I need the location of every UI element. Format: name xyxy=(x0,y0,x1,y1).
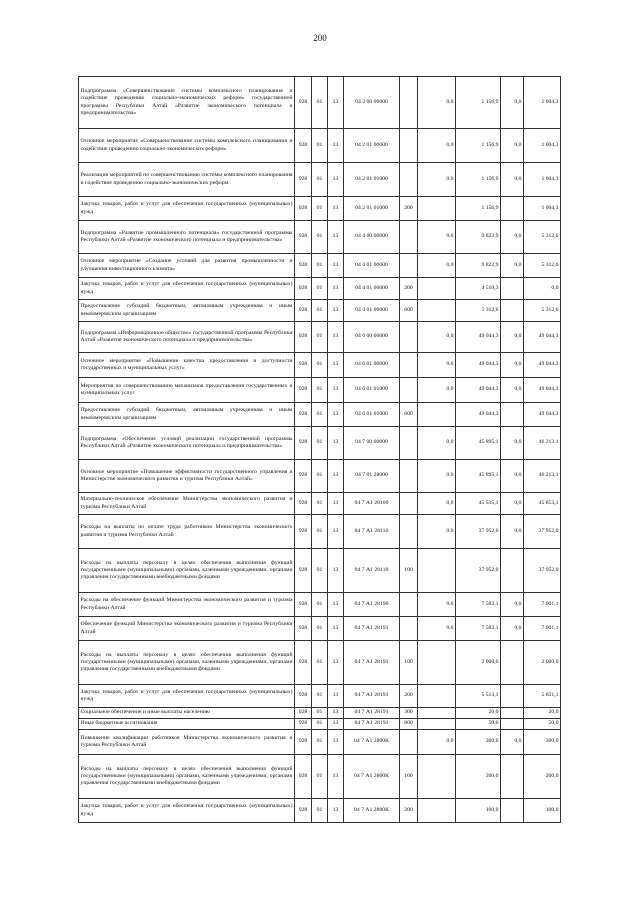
row-expense-type xyxy=(400,427,418,460)
row-value-3 xyxy=(501,300,524,322)
row-value-2: 4 510,3 xyxy=(456,278,501,300)
row-section-code: 01 xyxy=(312,549,328,593)
table-row xyxy=(79,353,561,378)
row-ministry-code: 928 xyxy=(295,708,312,719)
row-value-2: 1 156,9 xyxy=(456,197,501,221)
row-value-4: 37 952,0 xyxy=(524,515,561,549)
row-name: Расходы на выплаты персоналу в целях обеспечения выполнения функций государственными (муниципальными) органами, казенными учреждениями, органами управления государственными внебюджетными фондами xyxy=(79,549,295,593)
row-section-code: 01 xyxy=(312,353,328,378)
row-section-code: 01 xyxy=(312,719,328,730)
row-value-3: 0,0 xyxy=(501,460,524,493)
row-section-code: 01 xyxy=(312,427,328,460)
row-target-article: 04 7 А1 2800К xyxy=(344,799,400,823)
table-row xyxy=(79,221,561,254)
row-value-2: 9 822,9 xyxy=(456,221,501,254)
table-row xyxy=(79,755,561,799)
table-row xyxy=(79,593,561,617)
row-ministry-code: 928 xyxy=(295,254,312,278)
row-value-3: 0,0 xyxy=(501,77,524,129)
row-target-article: 04 6 01 01000 xyxy=(344,403,400,427)
row-value-1 xyxy=(418,300,456,322)
row-target-article: 04 2 00 00000 xyxy=(344,77,400,129)
row-name: Социальное обеспечение и иные выплаты населению xyxy=(79,708,295,719)
row-value-1 xyxy=(418,549,456,593)
row-ministry-code: 928 xyxy=(295,460,312,493)
row-section-code: 01 xyxy=(312,685,328,708)
row-value-4: 7 901,1 xyxy=(524,617,561,641)
row-value-4: 49 044,3 xyxy=(524,403,561,427)
row-value-1: 0,0 xyxy=(418,593,456,617)
table-row xyxy=(79,685,561,708)
row-ministry-code: 928 xyxy=(295,719,312,730)
row-subsection-code: 13 xyxy=(328,493,344,515)
row-subsection-code: 13 xyxy=(328,378,344,403)
row-value-4: 5 312,6 xyxy=(524,300,561,322)
row-value-4: 46 213,1 xyxy=(524,460,561,493)
row-value-3 xyxy=(501,799,524,823)
row-subsection-code: 13 xyxy=(328,799,344,823)
row-subsection-code: 13 xyxy=(328,617,344,641)
row-expense-type xyxy=(400,378,418,403)
row-expense-type xyxy=(400,322,418,353)
row-name: Основное мероприятие «Создание условий для развития промышленности и улучшения инвестиционного климата» xyxy=(79,254,295,278)
row-ministry-code: 928 xyxy=(295,549,312,593)
row-value-1: 0,0 xyxy=(418,460,456,493)
row-value-4: 49 044,3 xyxy=(524,353,561,378)
row-value-1: 0,0 xyxy=(418,515,456,549)
row-subsection-code: 13 xyxy=(328,163,344,197)
table-row xyxy=(79,799,561,823)
row-target-article: 04 7 01 28000 xyxy=(344,460,400,493)
row-subsection-code: 13 xyxy=(328,129,344,163)
row-value-4: 20,0 xyxy=(524,708,561,719)
row-expense-type: 600 xyxy=(400,300,418,322)
row-name: Обеспечение функций Министерства экономического развития и туризма Республики Алтай xyxy=(79,617,295,641)
row-subsection-code: 13 xyxy=(328,685,344,708)
row-target-article: 04 7 А1 28191 xyxy=(344,617,400,641)
row-name: Расходы на выплаты персоналу в целях обеспечения выполнения функций государственными (муниципальными) органами, казенными учреждениями, органами управления государственными внебюджетными фондами xyxy=(79,755,295,799)
row-section-code: 01 xyxy=(312,378,328,403)
row-value-4: 0,0 xyxy=(524,278,561,300)
row-value-4: 46 213,1 xyxy=(524,427,561,460)
row-value-2: 7 583,1 xyxy=(456,593,501,617)
row-subsection-code: 13 xyxy=(328,353,344,378)
row-expense-type: 200 xyxy=(400,685,418,708)
row-value-2: 5 513,1 xyxy=(456,685,501,708)
row-ministry-code: 928 xyxy=(295,730,312,755)
row-value-4: 7 901,1 xyxy=(524,593,561,617)
row-section-code: 01 xyxy=(312,163,328,197)
row-expense-type: 200 xyxy=(400,799,418,823)
row-value-2: 200,0 xyxy=(456,755,501,799)
row-expense-type xyxy=(400,77,418,129)
row-value-4: 1 004,3 xyxy=(524,77,561,129)
row-value-3: 0,0 xyxy=(501,617,524,641)
row-name: Предоставление субсидий бюджетным, автономным учреждениям и иным некоммерческим организациям xyxy=(79,300,295,322)
row-value-1 xyxy=(418,278,456,300)
row-expense-type: 100 xyxy=(400,641,418,685)
table-row xyxy=(79,719,561,730)
row-value-3: 0,0 xyxy=(501,221,524,254)
row-value-3: 0,0 xyxy=(501,515,524,549)
row-value-3 xyxy=(501,755,524,799)
row-name: Расходы на выплаты по оплате труда работников Министерства экономического развития и туризма Республики Алтай xyxy=(79,515,295,549)
row-ministry-code: 928 xyxy=(295,685,312,708)
table-row xyxy=(79,278,561,300)
row-name: Закупка товаров, работ и услуг для обеспечения государственных (муниципальных) нужд xyxy=(79,685,295,708)
row-value-1 xyxy=(418,685,456,708)
row-value-3 xyxy=(501,708,524,719)
row-value-1 xyxy=(418,799,456,823)
row-expense-type xyxy=(400,593,418,617)
row-value-1: 0,0 xyxy=(418,322,456,353)
row-value-1: 0,0 xyxy=(418,163,456,197)
row-name: Подпрограмма «Развитие промышленного потенциала» государственной программы Республики Алтай «Развитие экономического потенциала и предпринимательства» xyxy=(79,221,295,254)
row-value-2: 37 952,0 xyxy=(456,549,501,593)
row-value-2: 45 535,1 xyxy=(456,493,501,515)
row-value-1: 0,0 xyxy=(418,353,456,378)
row-value-2: 2 000,0 xyxy=(456,641,501,685)
row-value-4: 37 952,0 xyxy=(524,549,561,593)
row-section-code: 01 xyxy=(312,77,328,129)
row-section-code: 01 xyxy=(312,278,328,300)
row-ministry-code: 928 xyxy=(295,163,312,197)
row-section-code: 01 xyxy=(312,515,328,549)
row-name: Основное мероприятие «Повышение эффективности государственного управления в Министерстве экономического развития и туризма Республики Алтай» xyxy=(79,460,295,493)
row-value-1 xyxy=(418,641,456,685)
row-value-3 xyxy=(501,719,524,730)
row-value-2: 45 895,1 xyxy=(456,427,501,460)
row-name: Закупка товаров, работ и услуг для обеспечения государственных (муниципальных) нужд xyxy=(79,197,295,221)
row-value-1 xyxy=(418,755,456,799)
row-ministry-code: 928 xyxy=(295,300,312,322)
row-target-article: 04 4 01 00000 xyxy=(344,278,400,300)
row-target-article: 04 7 А1 28191 xyxy=(344,641,400,685)
row-value-4: 300,0 xyxy=(524,730,561,755)
table-row xyxy=(79,254,561,278)
row-subsection-code: 13 xyxy=(328,593,344,617)
table-row xyxy=(79,129,561,163)
row-value-4: 1 004,3 xyxy=(524,163,561,197)
row-name: Реализация мероприятий по совершенствованию системы комплексного планирования и содействие проведению социально-экономических реформ xyxy=(79,163,295,197)
row-value-1 xyxy=(418,197,456,221)
row-value-3 xyxy=(501,549,524,593)
row-subsection-code: 13 xyxy=(328,322,344,353)
row-expense-type: 200 xyxy=(400,278,418,300)
row-value-2: 7 583,1 xyxy=(456,617,501,641)
row-subsection-code: 13 xyxy=(328,221,344,254)
row-ministry-code: 928 xyxy=(295,617,312,641)
row-target-article: 04 6 01 01000 xyxy=(344,378,400,403)
row-value-2: 5 312,6 xyxy=(456,300,501,322)
row-value-2: 50,0 xyxy=(456,719,501,730)
row-value-1: 0,0 xyxy=(418,730,456,755)
row-ministry-code: 928 xyxy=(295,197,312,221)
row-value-4: 100,0 xyxy=(524,799,561,823)
row-expense-type xyxy=(400,254,418,278)
row-target-article: 04 7 00 00000 xyxy=(344,427,400,460)
row-expense-type xyxy=(400,493,418,515)
row-section-code: 01 xyxy=(312,730,328,755)
table-row xyxy=(79,708,561,719)
row-section-code: 01 xyxy=(312,460,328,493)
row-value-2: 45 895,1 xyxy=(456,460,501,493)
row-section-code: 01 xyxy=(312,322,328,353)
row-target-article: 04 6 01 00000 xyxy=(344,353,400,378)
row-name: Основное мероприятие «Повышение качества предоставления и доступности государственных и муниципальных услуг» xyxy=(79,353,295,378)
row-section-code: 01 xyxy=(312,593,328,617)
row-ministry-code: 928 xyxy=(295,221,312,254)
row-value-3: 0,0 xyxy=(501,322,524,353)
row-value-1: 0,0 xyxy=(418,617,456,641)
table-row xyxy=(79,403,561,427)
table-row xyxy=(79,549,561,593)
row-value-4: 5 831,1 xyxy=(524,685,561,708)
row-value-4: 49 044,3 xyxy=(524,378,561,403)
row-name: Предоставление субсидий бюджетным, автономным учреждениям и иным некоммерческим организациям xyxy=(79,403,295,427)
table-row xyxy=(79,460,561,493)
row-section-code: 01 xyxy=(312,493,328,515)
row-value-3 xyxy=(501,278,524,300)
row-value-4: 49 044,3 xyxy=(524,322,561,353)
row-value-3 xyxy=(501,685,524,708)
row-value-2: 9 822,9 xyxy=(456,254,501,278)
row-ministry-code: 928 xyxy=(295,77,312,129)
row-ministry-code: 928 xyxy=(295,799,312,823)
row-value-2: 49 044,3 xyxy=(456,403,501,427)
row-subsection-code: 13 xyxy=(328,755,344,799)
table-row xyxy=(79,730,561,755)
row-value-1: 0,0 xyxy=(418,378,456,403)
row-target-article: 04 7 А1 28190 xyxy=(344,593,400,617)
row-target-article: 04 6 00 00000 xyxy=(344,322,400,353)
row-section-code: 01 xyxy=(312,708,328,719)
row-expense-type xyxy=(400,730,418,755)
row-value-1: 0,0 xyxy=(418,129,456,163)
row-ministry-code: 928 xyxy=(295,755,312,799)
row-target-article: 04 7 А1 28110 xyxy=(344,515,400,549)
row-value-3: 0,0 xyxy=(501,730,524,755)
row-target-article: 04 7 А1 28191 xyxy=(344,708,400,719)
row-value-2: 20,0 xyxy=(456,708,501,719)
row-subsection-code: 13 xyxy=(328,708,344,719)
row-ministry-code: 928 xyxy=(295,129,312,163)
row-expense-type: 100 xyxy=(400,549,418,593)
row-expense-type: 200 xyxy=(400,197,418,221)
row-target-article: 04 4 01 00000 xyxy=(344,254,400,278)
row-name: Расходы на выплаты персоналу в целях обеспечения выполнения функций государственными (муниципальными) органами, казенными учреждениями, органами управления государственными внебюджетными фондами xyxy=(79,641,295,685)
row-name: Закупка товаров, работ и услуг для обеспечения государственных (муниципальных) нужд xyxy=(79,278,295,300)
row-name: Мероприятия по совершенствованию механизмов предоставления государственных и муниципальных услуг xyxy=(79,378,295,403)
row-section-code: 01 xyxy=(312,403,328,427)
row-expense-type: 300 xyxy=(400,708,418,719)
row-value-2: 100,0 xyxy=(456,799,501,823)
row-ministry-code: 928 xyxy=(295,515,312,549)
row-value-4: 1 004,3 xyxy=(524,129,561,163)
row-value-2: 300,0 xyxy=(456,730,501,755)
row-section-code: 01 xyxy=(312,617,328,641)
row-value-4: 2 000,0 xyxy=(524,641,561,685)
table-row xyxy=(79,641,561,685)
row-ministry-code: 928 xyxy=(295,403,312,427)
row-value-2: 49 044,3 xyxy=(456,322,501,353)
row-subsection-code: 13 xyxy=(328,254,344,278)
row-subsection-code: 13 xyxy=(328,719,344,730)
row-target-article: 04 2 01 01000 xyxy=(344,197,400,221)
row-ministry-code: 928 xyxy=(295,378,312,403)
row-value-2: 1 156,9 xyxy=(456,77,501,129)
row-expense-type xyxy=(400,515,418,549)
table-row xyxy=(79,617,561,641)
row-expense-type: 600 xyxy=(400,403,418,427)
budget-table xyxy=(78,76,561,823)
row-value-3: 0,0 xyxy=(501,129,524,163)
row-section-code: 01 xyxy=(312,221,328,254)
row-section-code: 01 xyxy=(312,799,328,823)
row-value-1: 0,0 xyxy=(418,493,456,515)
row-value-1: 0,0 xyxy=(418,77,456,129)
row-subsection-code: 13 xyxy=(328,549,344,593)
row-value-1: 0,0 xyxy=(418,221,456,254)
page-number: 200 xyxy=(313,33,327,43)
row-expense-type xyxy=(400,129,418,163)
row-name: Материально-техническое обеспечение Министерства экономического развития и туризма Республики Алтай xyxy=(79,493,295,515)
row-value-4: 5 312,6 xyxy=(524,221,561,254)
budget-table-body xyxy=(79,77,561,823)
row-value-1: 0,0 xyxy=(418,254,456,278)
row-value-2: 1 156,9 xyxy=(456,129,501,163)
row-subsection-code: 13 xyxy=(328,427,344,460)
row-target-article: 04 7 А1 28110 xyxy=(344,549,400,593)
row-subsection-code: 13 xyxy=(328,300,344,322)
row-target-article: 04 7 А1 2800К xyxy=(344,755,400,799)
row-value-4: 200,0 xyxy=(524,755,561,799)
row-subsection-code: 13 xyxy=(328,460,344,493)
row-section-code: 01 xyxy=(312,755,328,799)
row-expense-type: 100 xyxy=(400,755,418,799)
row-ministry-code: 928 xyxy=(295,641,312,685)
row-value-4: 50,0 xyxy=(524,719,561,730)
row-target-article: 04 7 А1 28100 xyxy=(344,493,400,515)
row-subsection-code: 13 xyxy=(328,403,344,427)
row-value-1 xyxy=(418,708,456,719)
row-value-1 xyxy=(418,719,456,730)
row-expense-type xyxy=(400,617,418,641)
row-value-2: 37 952,0 xyxy=(456,515,501,549)
row-name: Подпрограмма «Информационное общество» государственной программы Республики Алтай «Развитие экономического потенциала и предпринимательства» xyxy=(79,322,295,353)
row-value-2: 1 156,9 xyxy=(456,163,501,197)
row-target-article: 04 2 01 00000 xyxy=(344,129,400,163)
row-value-3: 0,0 xyxy=(501,353,524,378)
row-value-2: 49 044,3 xyxy=(456,378,501,403)
row-name: Расходы на обеспечение функций Министерства экономического развития и туризма Республики Алтай xyxy=(79,593,295,617)
row-subsection-code: 13 xyxy=(328,641,344,685)
row-name: Закупка товаров, работ и услуг для обеспечения государственных (муниципальных) нужд xyxy=(79,799,295,823)
row-value-4: 5 312,6 xyxy=(524,254,561,278)
table-row xyxy=(79,163,561,197)
row-value-3: 0,0 xyxy=(501,254,524,278)
row-value-3: 0,0 xyxy=(501,427,524,460)
table-row xyxy=(79,197,561,221)
row-name: Подпрограмма «Обеспечение условий реализации государственной программы Республики Алтай «Развитие экономического потенциала и предпринимательства» xyxy=(79,427,295,460)
row-subsection-code: 13 xyxy=(328,197,344,221)
row-section-code: 01 xyxy=(312,129,328,163)
row-expense-type xyxy=(400,221,418,254)
row-target-article: 04 7 А1 2800К xyxy=(344,730,400,755)
row-ministry-code: 928 xyxy=(295,353,312,378)
row-expense-type xyxy=(400,353,418,378)
row-ministry-code: 928 xyxy=(295,593,312,617)
table-row xyxy=(79,77,561,129)
row-ministry-code: 928 xyxy=(295,427,312,460)
row-name: Подпрограмма «Совершенствование системы комплексного планирования и содействие проведению социально-экономических реформ» государственной программы Республики Алтай «Развитие экономического потенциала и предпринимательства» xyxy=(79,77,295,129)
table-row xyxy=(79,300,561,322)
row-target-article: 04 4 00 00000 xyxy=(344,221,400,254)
row-value-4: 1 004,3 xyxy=(524,197,561,221)
row-value-2: 49 044,3 xyxy=(456,353,501,378)
row-value-4: 45 853,1 xyxy=(524,493,561,515)
row-name: Иные бюджетные ассигнования xyxy=(79,719,295,730)
row-value-1: 0,0 xyxy=(418,427,456,460)
row-section-code: 01 xyxy=(312,300,328,322)
row-value-3: 0,0 xyxy=(501,378,524,403)
table-row xyxy=(79,493,561,515)
row-value-3: 0,0 xyxy=(501,593,524,617)
table-row xyxy=(79,322,561,353)
row-section-code: 01 xyxy=(312,254,328,278)
row-target-article: 04 7 А1 28191 xyxy=(344,685,400,708)
row-ministry-code: 928 xyxy=(295,322,312,353)
row-value-1 xyxy=(418,403,456,427)
table-row xyxy=(79,427,561,460)
row-value-3: 0,0 xyxy=(501,493,524,515)
row-section-code: 01 xyxy=(312,641,328,685)
row-target-article: 04 2 01 01000 xyxy=(344,163,400,197)
row-ministry-code: 928 xyxy=(295,278,312,300)
row-name: Основное мероприятие «Совершенствование системы комплексного планирования и содействие проведению социально-экономических реформ» xyxy=(79,129,295,163)
row-value-3 xyxy=(501,641,524,685)
row-subsection-code: 13 xyxy=(328,278,344,300)
row-target-article: 04 7 А1 28191 xyxy=(344,719,400,730)
row-value-3 xyxy=(501,403,524,427)
row-value-3: 0,0 xyxy=(501,163,524,197)
row-subsection-code: 13 xyxy=(328,515,344,549)
row-expense-type: 800 xyxy=(400,719,418,730)
row-value-3 xyxy=(501,197,524,221)
row-expense-type xyxy=(400,163,418,197)
row-expense-type xyxy=(400,460,418,493)
table-row xyxy=(79,378,561,403)
row-subsection-code: 13 xyxy=(328,77,344,129)
row-section-code: 01 xyxy=(312,197,328,221)
row-subsection-code: 13 xyxy=(328,730,344,755)
row-name: Повышение квалификации работников Министерства экономического развития и туризма Республики Алтай xyxy=(79,730,295,755)
row-target-article: 04 4 01 00000 xyxy=(344,300,400,322)
row-ministry-code: 928 xyxy=(295,493,312,515)
table-row xyxy=(79,515,561,549)
